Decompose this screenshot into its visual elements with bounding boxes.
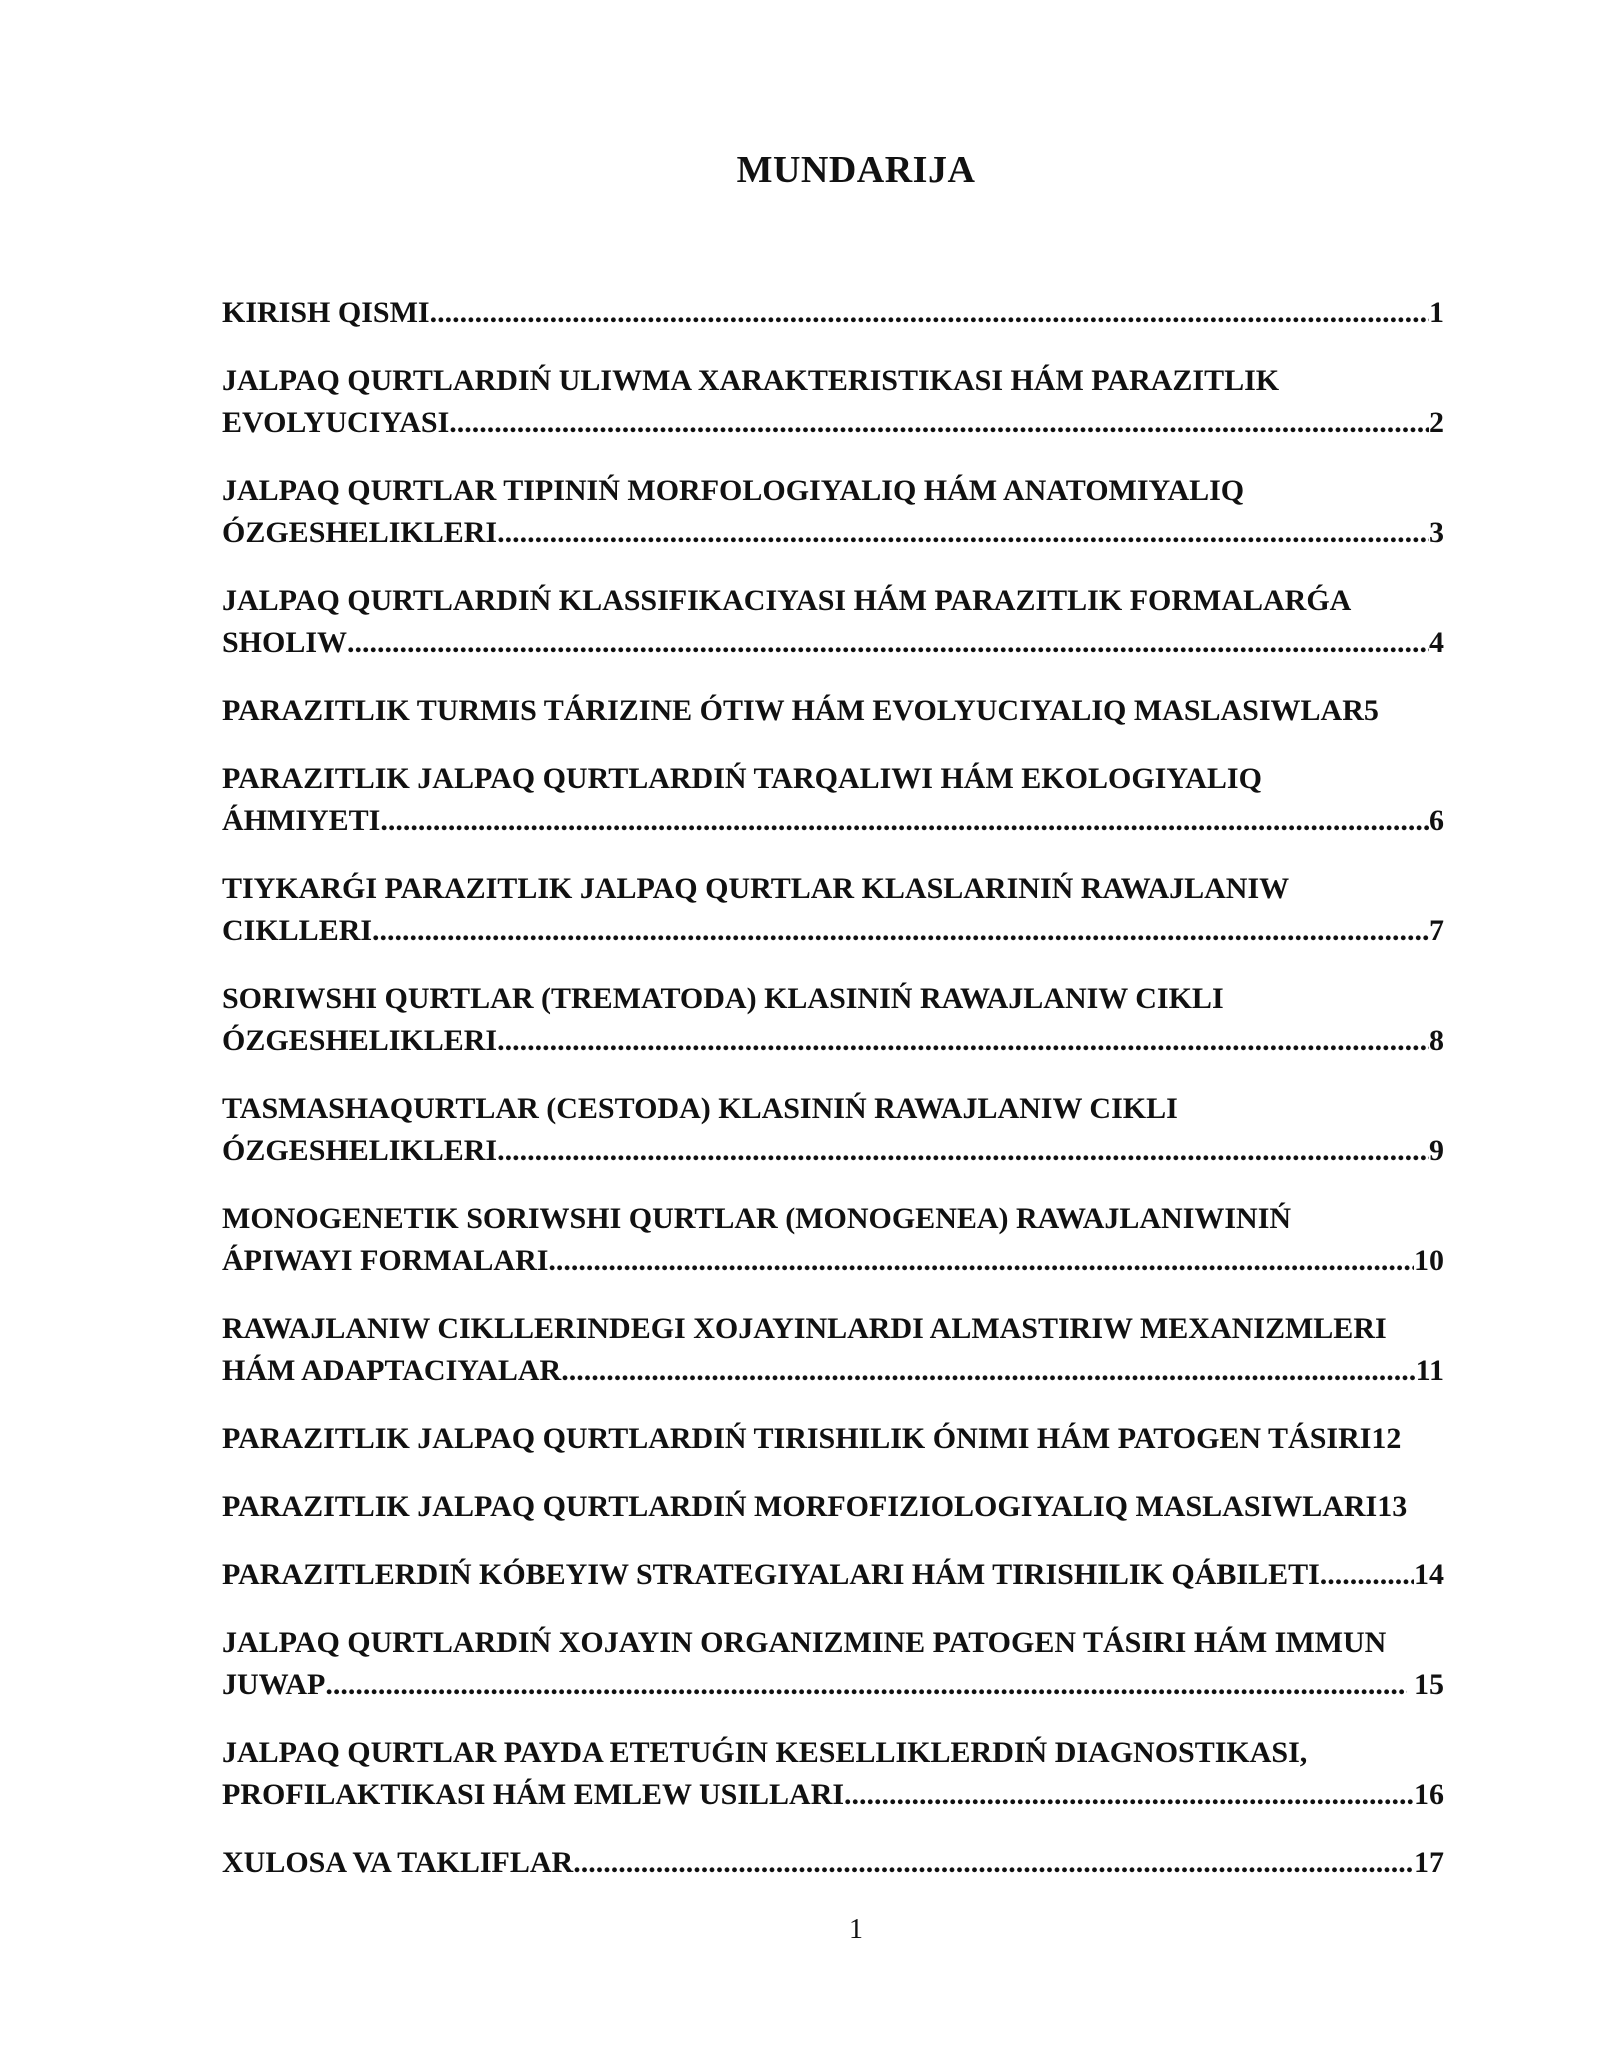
toc-entry[interactable] bbox=[222, 1622, 1444, 1706]
toc-entry-title-line2: SHOLIW bbox=[222, 626, 348, 659]
toc-entry-title-line1: JALPAQ QURTLARDIŃ XOJAYIN ORGANIZMINE PATOGEN TÁSIRI HÁM IMMUN bbox=[222, 1626, 1387, 1659]
toc-entry-title: KIRISH QISMI bbox=[222, 296, 430, 329]
toc-entry-title: PARAZITLIK JALPAQ QURTLARDIŃ TIRISHILIK ÓNIMI HÁM PATOGEN TÁSIRI bbox=[222, 1422, 1372, 1455]
dot-leader bbox=[347, 622, 1429, 664]
toc-entry-title: XULOSA VA TAKLIFLAR bbox=[222, 1846, 574, 1879]
toc-entry-title-line1: PARAZITLIK JALPAQ QURTLARDIŃ TARQALIWI HÁM EKOLOGIYALIQ bbox=[222, 762, 1262, 795]
toc-entry-page: 16 bbox=[1414, 1778, 1444, 1811]
toc-entry-page: 17 bbox=[1414, 1846, 1444, 1879]
dot-leader bbox=[430, 292, 1429, 334]
toc-entry-title-line2: HÁM ADAPTACIYALAR bbox=[222, 1354, 562, 1387]
toc-entry-title-line2: PROFILAKTIKASI HÁM EMLEW USILLARI bbox=[222, 1778, 845, 1811]
dot-leader bbox=[497, 1130, 1429, 1172]
toc-entry[interactable] bbox=[222, 690, 1444, 732]
toc-entry-title-line1: TASMASHAQURTLAR (CESTODA) KLASINIŃ RAWAJLANIW CIKLI bbox=[222, 1092, 1178, 1125]
toc-entry-page: 10 bbox=[1414, 1244, 1444, 1277]
dot-leader bbox=[844, 1774, 1414, 1816]
toc-entry-title-line2: EVOLYUCIYASI bbox=[222, 406, 450, 439]
toc-entry[interactable] bbox=[222, 1088, 1444, 1172]
toc-entry-title-line1: TIYKARǴI PARAZITLIK JALPAQ QURTLAR KLASLARINIŃ RAWAJLANIW bbox=[222, 872, 1290, 905]
toc-entry-title: PARAZITLERDIŃ KÓBEYIW STRATEGIYALARI HÁM TIRISHILIK QÁBILETI bbox=[222, 1558, 1320, 1591]
toc-entry-page: 14 bbox=[1414, 1558, 1444, 1591]
toc-entry-page: 8 bbox=[1429, 1024, 1444, 1057]
dot-leader bbox=[325, 1664, 1406, 1706]
toc-entry-page: 7 bbox=[1429, 914, 1444, 947]
toc-entry[interactable] bbox=[222, 978, 1444, 1062]
toc-entry-title-line1: RAWAJLANIW CIKLLERINDEGI XOJAYINLARDI ALMASTIRIW MEXANIZMLERI bbox=[222, 1312, 1387, 1345]
toc-title: MUNDARIJA bbox=[736, 149, 976, 191]
toc-entry-page: 12 bbox=[1371, 1422, 1402, 1455]
dot-leader bbox=[561, 1350, 1415, 1392]
toc-entry-title-line1: JALPAQ QURTLARDIŃ ULIWMA XARAKTERISTIKASI HÁM PARAZITLIK bbox=[222, 364, 1280, 397]
toc-entry[interactable] bbox=[222, 1842, 1444, 1884]
toc-entry-title-line2: ÁPIWAYI FORMALARI bbox=[222, 1244, 549, 1277]
toc-entry-title-line2: ÓZGESHELIKLERI bbox=[222, 1134, 498, 1167]
toc-entry-title-line2: CIKLLERI bbox=[222, 914, 373, 947]
toc-entry-title-line2: JUWAP bbox=[222, 1668, 326, 1701]
toc-entry-page: 5 bbox=[1363, 694, 1379, 727]
toc-entry[interactable] bbox=[222, 360, 1444, 444]
toc-entry-title: PARAZITLIK TURMIS TÁRIZINE ÓTIW HÁM EVOLYUCIYALIQ MASLASIWLAR bbox=[222, 694, 1364, 727]
toc-entry-title-line1: MONOGENETIK SORIWSHI QURTLAR (MONOGENEA) RAWAJLANIWINIŃ bbox=[222, 1202, 1292, 1235]
dot-leader bbox=[497, 1020, 1429, 1062]
toc-entry-page: 13 bbox=[1377, 1490, 1408, 1523]
toc-entry[interactable] bbox=[222, 470, 1444, 554]
toc-entry[interactable] bbox=[222, 1732, 1444, 1816]
toc-entry-page: 1 bbox=[1429, 296, 1444, 329]
dot-leader bbox=[1320, 1554, 1414, 1596]
dot-leader bbox=[449, 402, 1429, 444]
toc-entry-page: 4 bbox=[1429, 626, 1444, 659]
toc-entry[interactable] bbox=[222, 292, 1444, 334]
toc-entry[interactable] bbox=[222, 1554, 1444, 1596]
toc-entry[interactable] bbox=[222, 758, 1444, 842]
toc-entry-page: 2 bbox=[1429, 406, 1444, 439]
dot-leader bbox=[548, 1240, 1414, 1282]
toc-entry[interactable] bbox=[222, 868, 1444, 952]
toc-entry-title-line1: SORIWSHI QURTLAR (TREMATODA) KLASINIŃ RAWAJLANIW CIKLI bbox=[222, 982, 1224, 1015]
toc-entry-title-line2: ÓZGESHELIKLERI bbox=[222, 516, 498, 549]
toc-entry-title-line2: ÓZGESHELIKLERI bbox=[222, 1024, 498, 1057]
toc-entry-title: PARAZITLIK JALPAQ QURTLARDIŃ MORFOFIZIOLOGIYALIQ MASLASIWLARI bbox=[222, 1490, 1378, 1523]
toc-entry-title-line1: JALPAQ QURTLAR PAYDA ETETUǴIN KESELLIKLERDIŃ DIAGNOSTIKASI, bbox=[222, 1736, 1308, 1769]
toc-entry-page: 6 bbox=[1429, 804, 1444, 837]
toc-entry[interactable] bbox=[222, 1486, 1444, 1528]
toc-entry-page: 9 bbox=[1429, 1134, 1444, 1167]
toc-entry-page: 11 bbox=[1415, 1354, 1444, 1387]
dot-leader bbox=[497, 512, 1429, 554]
toc-entry-title-line1: JALPAQ QURTLAR TIPINIŃ MORFOLOGIYALIQ HÁM ANATOMIYALIQ bbox=[222, 474, 1245, 507]
dot-leader bbox=[573, 1842, 1414, 1884]
toc-entry-page: 15 bbox=[1406, 1668, 1444, 1701]
toc-entry[interactable] bbox=[222, 1308, 1444, 1392]
toc-entry-title-line2: ÁHMIYETI bbox=[222, 804, 381, 837]
toc-entry-page: 3 bbox=[1429, 516, 1444, 549]
toc-entry[interactable] bbox=[222, 1418, 1444, 1460]
dot-leader bbox=[380, 800, 1429, 842]
table-of-contents bbox=[222, 292, 1444, 1910]
toc-entry-title-line1: JALPAQ QURTLARDIŃ KLASSIFIKACIYASI HÁM PARAZITLIK FORMALARǴA bbox=[222, 584, 1352, 617]
toc-entry[interactable] bbox=[222, 1198, 1444, 1282]
dot-leader bbox=[372, 910, 1429, 952]
page-number: 1 bbox=[849, 1914, 863, 1945]
toc-entry[interactable] bbox=[222, 580, 1444, 664]
